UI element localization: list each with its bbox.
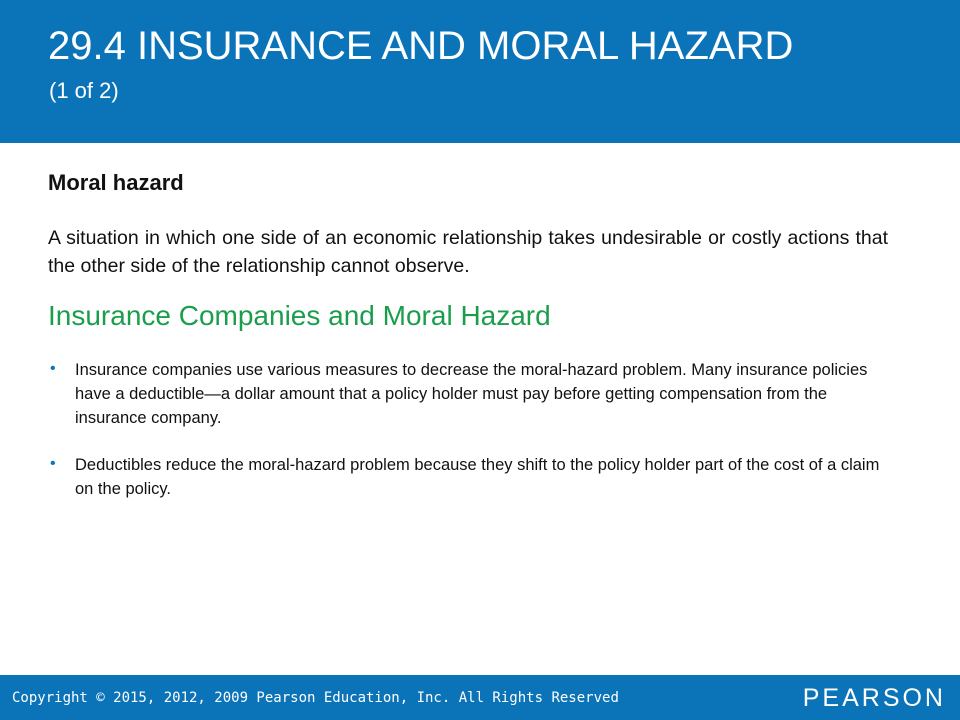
term-definition: A situation in which one side of an economic relationship takes undesirable or costly actions that the other side of the relationship cannot observe. bbox=[48, 227, 888, 277]
bullet-text: Deductibles reduce the moral-hazard problem because they shift to the policy holder part of the cost of a claim on the policy. bbox=[75, 456, 880, 498]
bullet-text: Insurance companies use various measures to decrease the moral-hazard problem. Many insurance policies have a deductible—a dollar amount that a policy holder must pay before getting compensation from the insurance company. bbox=[75, 361, 868, 427]
bullet-icon: • bbox=[50, 455, 56, 472]
bullet-item bbox=[48, 453, 898, 501]
bullet-item bbox=[48, 358, 898, 430]
slide-subtitle: (1 of 2) bbox=[49, 78, 119, 103]
section-heading: Insurance Companies and Moral Hazard bbox=[48, 300, 551, 331]
term-heading: Moral hazard bbox=[48, 170, 184, 195]
slide-title: 29.4 INSURANCE AND MORAL HAZARD bbox=[48, 24, 794, 68]
copyright-notice: Copyright © 2015, 2012, 2009 Pearson Education, Inc. All Rights Reserved bbox=[12, 690, 619, 706]
pearson-logo: PEARSON bbox=[802, 684, 946, 712]
bullet-icon: • bbox=[50, 360, 56, 377]
footer-bar bbox=[0, 675, 960, 720]
bullet-list bbox=[48, 358, 898, 524]
title-bar bbox=[0, 0, 960, 143]
